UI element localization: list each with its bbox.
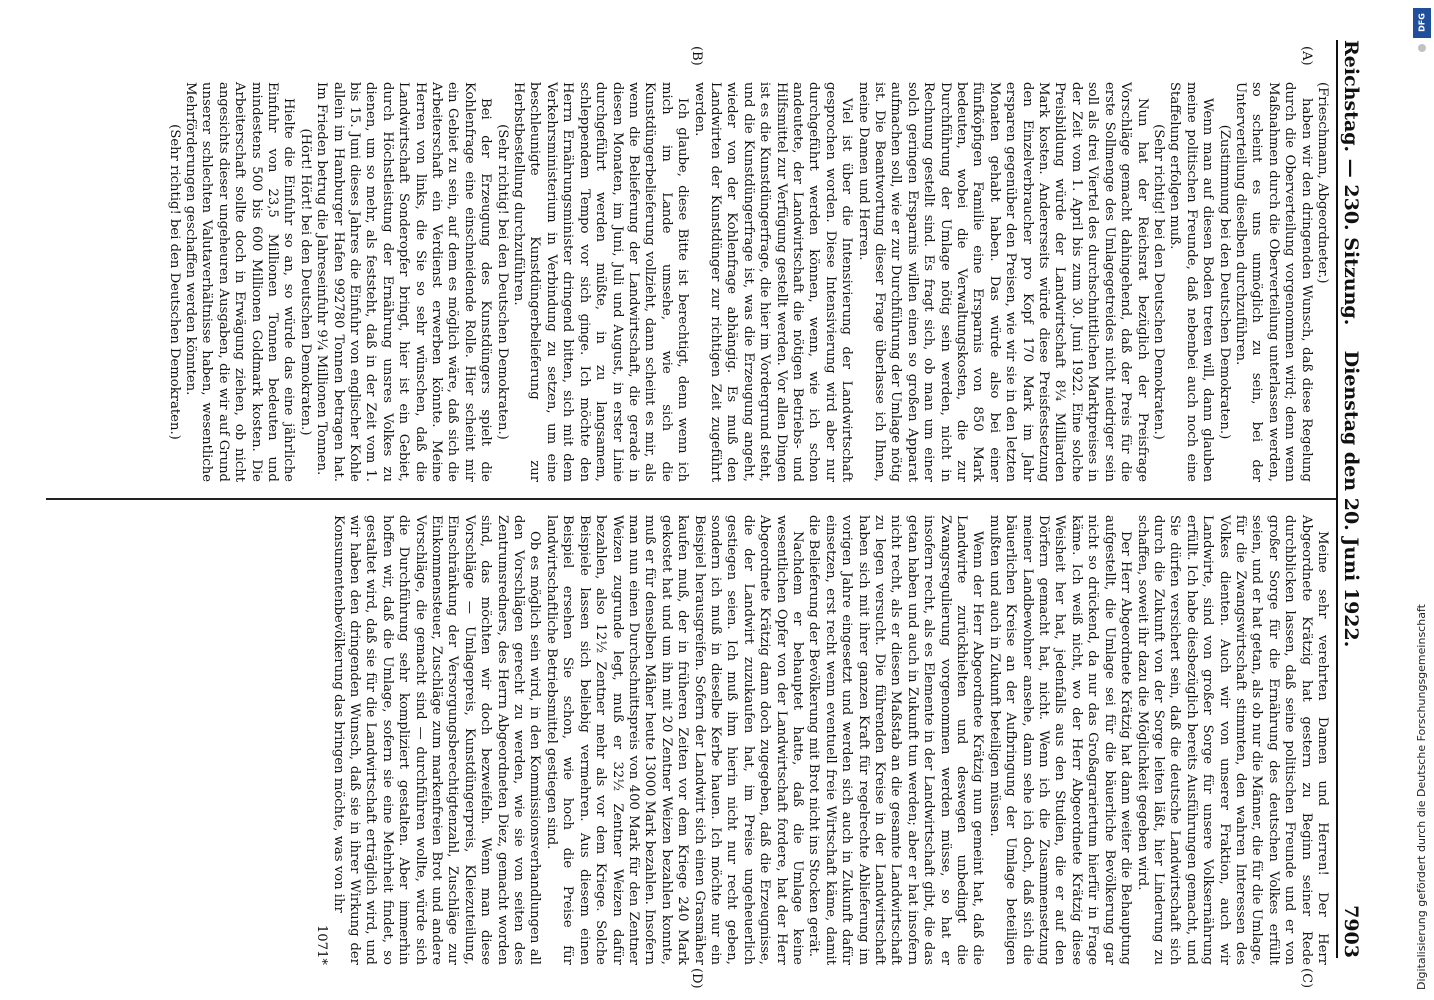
right-paragraph-4: Nachdem er behauptet hatte, daß die Umlage keine wesentlichen Opfer von der Landwirtschaft fordere, hat der Herr Abgeordnete Krätzig dann doch zugegeben, daß die Erzeugnisse, die der Landwirt zuzukaufen hat, im Preise ungeheuerlich gestiegen seien. Ich muß ihm hierin nicht nur recht geben, sondern ich muß in dieselbe Kerbe hauen. Ich möchte nur ein Beispiel herausgreifen. Sofern der Landwirt sich einen Grasmäher kaufen muß, der in früheren Zeiten vor dem Kriege 240 Mark gekostet hat und um ihn mit 20 Zentner Weizen bezahlen konnte, muß er für denselben Mäher heute 13000 Mark bezahlen. Insofern man nun einen Durchschnittspreis von 400 Mark für den Zentner Weizen zugrunde legt, muß er 32½ Zentner Weizen dafür bezahlen, also 12½ Zentner mehr als vor dem Kriege. Solche Beispiele lassen sich beliebig vermehren. Aus diesem einen Beispiel ersehen Sie schon, wie hoch die Preise für landwirtschaftliche Betriebsmittel gestiegen sind. [543, 515, 805, 965]
left-remark-2: (Sehr richtig! bei den Deutschen Demokraten.) [1150, 124, 1166, 440]
right-paragraph-5: Ob es möglich sein wird, in den Kommissionsverhandlungen all den Vorschlägen gerecht zu werden, wie sie von seiten des Zentrumsredners, des Herrn Abgeordneten Diez, gemacht worden sind, das möchten wir doch bezweifeln. Wenn man diese Vorschläge — Umlagepreis, Kunstdüngerpreis, Kleiezuteilung, Einschränkung der Versorgungsberechtigtenzahl, Zuschläge zur Einkommensteuer, Zuschläge zum markenfreien Brot und andere Vorschläge, die gemacht sind — durchführen wollte, würde sich die Durchführung sehr kompliziert gestalten. Aber immerhin hoffen wir, daß die Umlage, sofern sie eine Mehrheit findet, so gestaltet wird, daß sie für die Landwirtschaft erträglich wird, und wir haben den dringenden Wunsch, daß sie in ihrer Wirkung der Konsumentenbevölkerung das bringen möchte, was von ihr [330, 515, 543, 965]
left-paragraph-3: Nun hat der Reichsrat bezüglich der Preisfrage Vorschläge gemacht dahingehend, daß der Preis für die erste Sollmenge des Umlagegetreides nicht niedriger sein soll als drei Viertel des durchschnittlichen Marktpreises in der Zeit vom 1. April bis zum 30. Juni 1922. Eine solche Preisbildung würde der Landwirtschaft 8¼ Milliarden Mark kosten. Andererseits würde diese Preisfestsetzung den Einzelverbraucher pro Kopf 170 Mark im Jahr ersparen gegenüber den Preisen, wie wir sie in den letzten Monaten gehabt haben. Das würde also bei einer fünfköpfigen Familie eine Ersparnis von 850 Mark bedeuten, wobei die Verwaltungskosten, die zur Durchführung der Umlage nötig sein werden, nicht in Rechnung gestellt sind. Es fragt sich, ob man um einer solch geringen Ersparnis willen einen so großen Apparat aufmachen soll, wie er zur Durchführung der Umlage nötig ist. Die Beantwortung dieser Frage überlasse ich Ihnen, meine Damen und Herren. [855, 82, 1150, 482]
dfg-logo-text: DFG [1417, 13, 1427, 32]
left-paragraph-6: Bei der Erzeugung des Kunstdüngers spielt die Kohlenfrage eine einschneidende Rolle. Hier scheint mir ein Gebiet zu sein, auf dem es möglich wäre, daß sich die Arbeiterschaft ein Verdienst erwerben könnte. Meine Herren von links, die Sie so sehr wünschen, daß die Landwirtschaft Sonderopfer bringt, hier ist ein Gebiet, durch Höchstleistung der Ernährung unsres Volkes zu dienen, um so mehr, als feststeht, daß in der Zeit vom 1. bis 15. Juni dieses Jahres die Einfuhr von englischer Kohle allein im Hamburger Hafen 992780 Tonnen betragen hat. Im Frieden betrug die Jahreseinfuhr 9¼ Millionen Tonnen. [314, 82, 494, 482]
right-paragraph-1: Meine sehr verehrten Damen und Herren! Der Herr Abgeordnete Krätzig hat gestern zu Beginn seiner Rede durchblicken lassen, daß seine politischen Freunde und er von großer Sorge für die Ernährung des deutschen Volkes erfüllt seien, und er hat getan, als ob nur die Männer, die für die Umlage, für die Zwangswirtschaft stimmten, den wahren Interessen des Volkes dienten. Auch wir von unserer Fraktion, auch wir Landwirte, sind von großer Sorge für unsere Volksernährung erfüllt. Ich habe diesbezüglich bereits Ausführungen gemacht, und Sie dürfen versichert sein, daß die deutsche Landwirtschaft sich durch die Zukunft von der Sorge leiten läßt, hier Linderung zu schaffen, soweit ihr dazu die Möglichkeit gegeben wird. [1134, 515, 1330, 965]
left-remark-5: (Sehr richtig! bei den Deutschen Demokraten.) [166, 124, 182, 440]
margin-mark-b: (B) [689, 46, 704, 66]
page-header [1336, 40, 1362, 958]
right-paragraph-3: Wenn der Herr Abgeordnete Krätzig nun gemeint hat, daß die Landwirte zurückhielten und deswegen unbedingt die Zwangsregulierung vorgenommen werden müsse, so hat er insofern recht, als es Elemente in der Landwirtschaft gibt, die das getan haben und auch in Zukunft tun werden; aber er hat insofern nicht recht, als er diesen Maßstab an die gesamte Landwirtschaft zu legen versucht. Die führenden Kreise in der Landwirtschaft haben sich mit ihrer ganzen Kraft für regelrechte Ablieferung im vorigen Jahre eingesetzt und werden sich auch in Zukunft dafür einsetzen, erst recht wenn eventuell freie Wirtschaft käme, damit die Belieferung der Bevölkerung mit Brot nicht ins Stocken gerät. [806, 515, 986, 965]
left-remark-4: (Hört! Hört! bei den Deutschen Demokraten.) [297, 128, 313, 436]
header-session: Reichstag. — 230. Sitzung. [1340, 40, 1362, 326]
left-paragraph-5: Ich glaube, diese Bitte ist berechtigt, denn wenn ich mich im Lande umsehe, wie sich die Kunstdüngerbelieferung vollzieht, dann scheint es mir, als wenn die Belieferung der Landwirtschaft, die gerade in diesen Monaten, im Juni, Juli und August, in erster Linie durchgeführt werden müßte, in zu langsamem, schleppendem Tempo vor sich ginge. Ich möchte den Herrn Ernährungsminister dringend bitten, sich mit dem Verkehrsministerium in Verbindung zu setzen, um eine beschleunigte Kunstdüngerbelieferung zur Herbstbestellung durchzuführen. [511, 82, 691, 482]
digitization-credit-text: Digitalisierung gefördert durch die Deutsche Forschungsgemeinschaft [1415, 604, 1428, 990]
left-remark-3: (Sehr richtig! bei den Deutschen Demokraten.) [494, 124, 510, 440]
left-paragraph-4: Viel ist über die Intensivierung der Landwirtschaft gesprochen worden. Diese Intensivierung wird aber nur durchgeführt werden können, wenn, wie ich schon andeutete, der Landwirtschaft die nötigen Betriebs- und Hilfsmittel zur Verfügung gestellt werden. Vor allen Dingen ist es die Kunstdüngerfrage, die hier im Vordergrund steht, und die Kunstdüngerfrage ist, was die Erzeugung angeht, wieder von der Kohlenfrage abhängig. Es muß den Landwirten der Kunstdünger zur richtigen Zeit zugeführt werden. [691, 82, 855, 482]
right-column [313, 515, 1330, 965]
scan-speckle [1418, 44, 1426, 52]
header-page-number: 7903 [1340, 905, 1362, 958]
margin-mark-d: (D) [689, 968, 704, 989]
right-paragraph-2: Der Herr Abgeordnete Krätzig hat dann weiter die Behauptung aufgestellt, die Umlage sei für die bäuerliche Bevölkerung gar nicht so drückend, da nur das Großagrariertum hierfür in Frage käme. Ich weiß nicht, wo der Herr Abgeordnete Krätzig diese Weisheit her hat, jedenfalls aus den Studien, die er auf den Dörfern gemacht hat, nicht. Wenn ich die Zusammensetzung meiner Landbewohner ansehe, dann sehe ich doch, daß sich die bäuerlichen Kreise an der Aufbringung der Umlage beteiligen mußten und auch in Zukunft beteiligen müssen. [986, 515, 1134, 965]
left-column [165, 82, 1330, 482]
digitization-credit-strip [1410, 0, 1434, 1000]
dfg-logo [1413, 8, 1431, 38]
page-signature: 1071* [314, 924, 330, 965]
left-paragraph-1: haben wir den dringenden Wunsch, daß diese Regelung durch die Oberverteilung vorgenommen wird; denn wenn Maßnahmen durch die Oberverteilung unterlassen werden, so scheint es uns unmöglich zu sein, bei der Unterverteilung dieselben durchzuführen. [1232, 82, 1314, 482]
margin-mark-a: (A) [1299, 46, 1314, 66]
left-paragraph-2: Wenn man auf diesen Boden treten will, dann glauben meine politischen Freunde, daß nebenbei auch noch eine Staffelung erfolgen muß. [1167, 82, 1216, 482]
header-date: Dienstag den 20. Juni 1922. [1340, 350, 1362, 648]
left-remark-1: (Zustimmung bei den Deutschen Demokraten.) [1216, 124, 1232, 440]
column-divider [46, 498, 1336, 500]
left-paragraph-7: Hielte die Einfuhr so an, so würde das eine jährliche Einfuhr von 23,5 Millionen Tonnen bedeuten und mindestens 500 bis 600 Millionen Goldmark kosten. Die Arbeiterschaft sollte doch in Erwägung ziehen, ob nicht angesichts dieser ungeheuren Ausgaben, die wir auf Grund unserer schlechten Valutaverhältnisse haben, wesentliche Mehrförderungen geschaffen werden könnten. [182, 82, 297, 482]
margin-mark-c: (C) [1299, 968, 1314, 989]
speaker-label: (Frieschmann, Abgeordneter.) [1315, 82, 1330, 284]
